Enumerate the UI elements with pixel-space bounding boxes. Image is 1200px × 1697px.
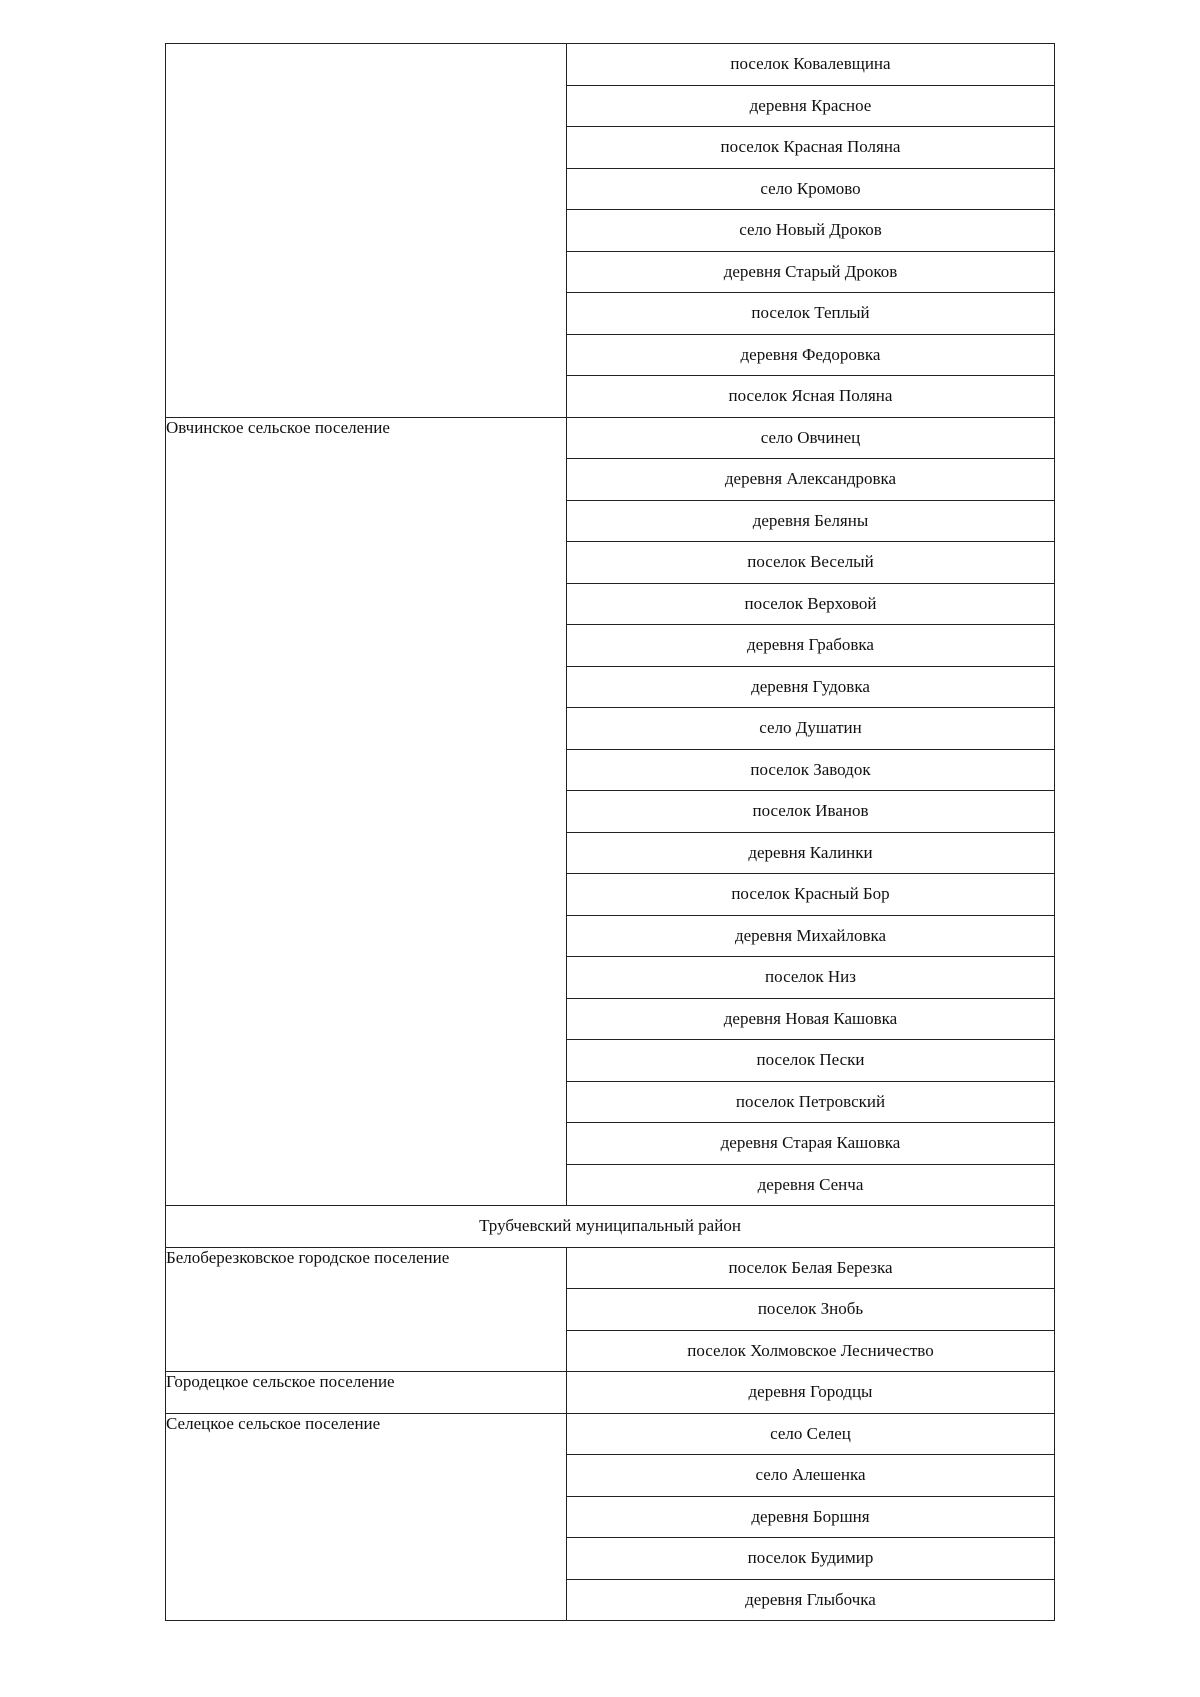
- locality-name-cell: поселок Ясная Поляна: [567, 376, 1055, 418]
- locality-name-cell: деревня Старый Дроков: [567, 251, 1055, 293]
- locality-name-cell: поселок Теплый: [567, 293, 1055, 335]
- locality-name-cell: деревня Беляны: [567, 500, 1055, 542]
- locality-name-cell: село Селец: [567, 1413, 1055, 1455]
- table-row: [166, 44, 1055, 86]
- locality-name-cell: село Душатин: [567, 708, 1055, 750]
- locality-name-cell: поселок Низ: [567, 957, 1055, 999]
- locality-name-cell: поселок Иванов: [567, 791, 1055, 833]
- settlements-table: [165, 43, 1055, 1621]
- settlement-name-cell: Белоберезковское городское поселение: [166, 1247, 567, 1372]
- locality-name-cell: поселок Холмовское Лесничество: [567, 1330, 1055, 1372]
- locality-name-cell: поселок Знобь: [567, 1289, 1055, 1331]
- district-name-cell: Трубчевский муниципальный район: [166, 1206, 1055, 1248]
- locality-name-cell: деревня Глыбочка: [567, 1579, 1055, 1621]
- locality-name-cell: село Новый Дроков: [567, 210, 1055, 252]
- settlement-name-cell: Селецкое сельское поселение: [166, 1413, 567, 1621]
- table-row: [166, 1372, 1055, 1414]
- locality-name-cell: поселок Пески: [567, 1040, 1055, 1082]
- locality-name-cell: деревня Грабовка: [567, 625, 1055, 667]
- locality-name-cell: деревня Михайловка: [567, 915, 1055, 957]
- locality-name-cell: поселок Заводок: [567, 749, 1055, 791]
- locality-name-cell: деревня Калинки: [567, 832, 1055, 874]
- locality-name-cell: село Кромово: [567, 168, 1055, 210]
- locality-name-cell: деревня Александровка: [567, 459, 1055, 501]
- settlement-name-cell: [166, 44, 567, 418]
- locality-name-cell: поселок Петровский: [567, 1081, 1055, 1123]
- table-row: [166, 1413, 1055, 1455]
- locality-name-cell: деревня Федоровка: [567, 334, 1055, 376]
- table-row: [166, 1247, 1055, 1289]
- locality-name-cell: село Овчинец: [567, 417, 1055, 459]
- locality-name-cell: поселок Красная Поляна: [567, 127, 1055, 169]
- locality-name-cell: деревня Красное: [567, 85, 1055, 127]
- locality-name-cell: поселок Веселый: [567, 542, 1055, 584]
- locality-name-cell: деревня Гудовка: [567, 666, 1055, 708]
- settlements-table-body: [166, 44, 1055, 1621]
- table-row: [166, 417, 1055, 459]
- locality-name-cell: поселок Белая Березка: [567, 1247, 1055, 1289]
- settlement-name-cell: Городецкое сельское поселение: [166, 1372, 567, 1414]
- locality-name-cell: деревня Городцы: [567, 1372, 1055, 1414]
- settlement-name-cell: Овчинское сельское поселение: [166, 417, 567, 1206]
- locality-name-cell: поселок Ковалевщина: [567, 44, 1055, 86]
- locality-name-cell: поселок Красный Бор: [567, 874, 1055, 916]
- locality-name-cell: деревня Сенча: [567, 1164, 1055, 1206]
- locality-name-cell: поселок Будимир: [567, 1538, 1055, 1580]
- locality-name-cell: село Алешенка: [567, 1455, 1055, 1497]
- locality-name-cell: деревня Боршня: [567, 1496, 1055, 1538]
- locality-name-cell: деревня Новая Кашовка: [567, 998, 1055, 1040]
- district-row: [166, 1206, 1055, 1248]
- locality-name-cell: деревня Старая Кашовка: [567, 1123, 1055, 1165]
- locality-name-cell: поселок Верховой: [567, 583, 1055, 625]
